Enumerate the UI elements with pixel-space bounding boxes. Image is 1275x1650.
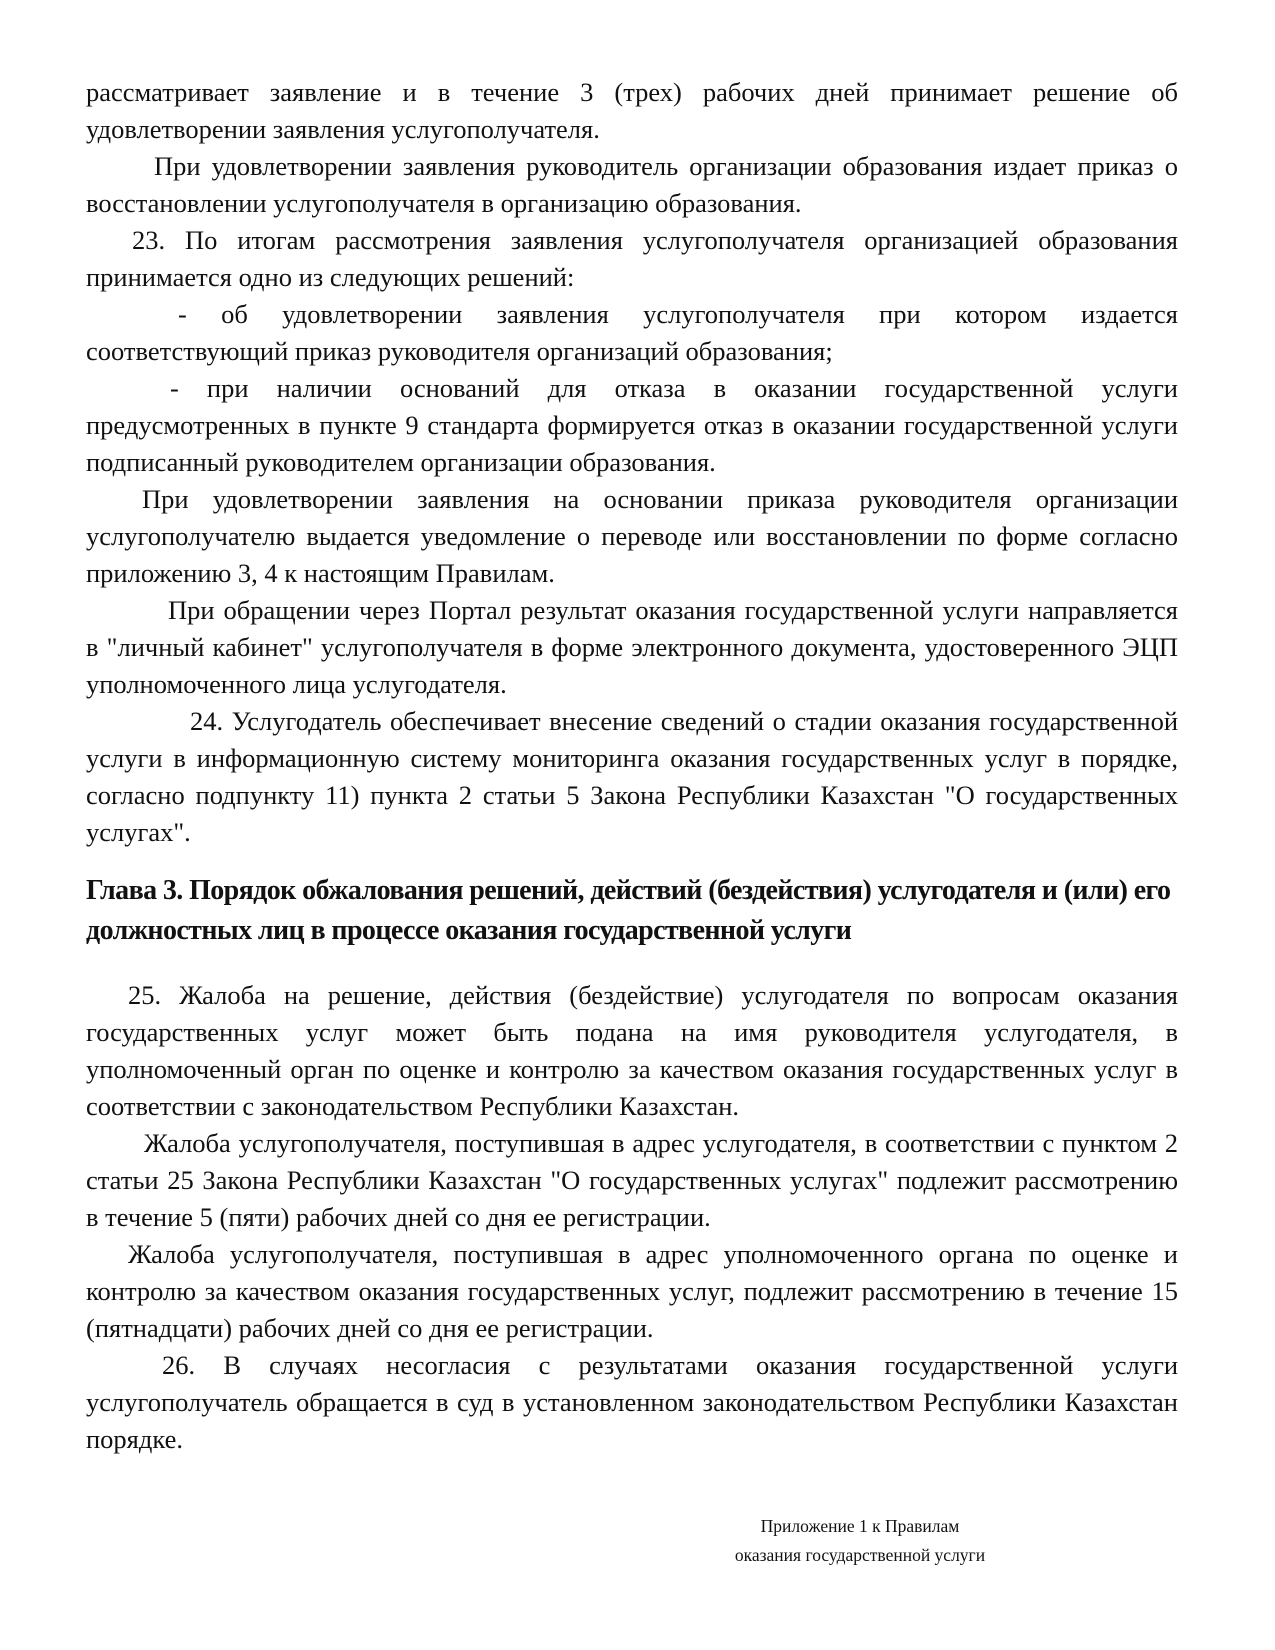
document-page xyxy=(86,74,1178,1458)
bottom-paragraphs xyxy=(86,977,1178,1458)
paragraph: При обращении через Портал результат оказания государственной услуги направляется в "личный кабинет" услугополучателя в форме электронного документа, удостоверенного ЭЦП уполномоченного лица услугодателя. xyxy=(86,595,1178,699)
paragraph: - об удовлетворении заявления услугополучателя при котором издается соответствующий приказ руководителя организаций образования; xyxy=(86,299,1178,366)
chapter-heading: Глава 3. Порядок обжалования решений, действий (бездействия) услугодателя и (или) его должностных лиц в процессе оказания государственной услуги xyxy=(86,875,1171,946)
appendix-note xyxy=(700,1512,1020,1570)
paragraph: рассматривает заявление и в течение 3 (трех) рабочих дней принимает решение об удовлетворении заявления услугополучателя. xyxy=(86,77,1178,144)
appendix-line-2: оказания государственной услуги xyxy=(734,1545,986,1565)
paragraph: 24. Услугодатель обеспечивает внесение сведений о стадии оказания государственной услуги в информационную систему мониторинга оказания государственных услуг в порядке, согласно подпункту 11) пункта 2 статьи 5 Закона Республики Казахстан "О государственных услугах". xyxy=(86,706,1178,847)
paragraph: 23. По итогам рассмотрения заявления услугополучателя организацией образования принимается одно из следующих решений: xyxy=(86,225,1178,292)
paragraph: При удовлетворении заявления руководитель организации образования издает приказ о восстановлении услугополучателя в организацию образования. xyxy=(86,151,1178,218)
top-paragraphs xyxy=(86,74,1178,851)
paragraph: При удовлетворении заявления на основании приказа руководителя организации услугополучателю выдается уведомление о переводе или восстановлении по форме согласно приложению 3, 4 к настоящим Правилам. xyxy=(86,484,1178,588)
paragraph: 25. Жалоба на решение, действия (бездействие) услугодателя по вопросам оказания государственных услуг может быть подана на имя руководителя услугодателя, в уполномоченный орган по оценке и контролю за качеством оказания государственных услуг в соответствии с законодательством Республики Казахстан. xyxy=(86,980,1178,1121)
appendix-line-1: Приложение 1 к Правилам xyxy=(760,1516,960,1536)
paragraph: Жалоба услугополучателя, поступившая в адрес услугодателя, в соответствии с пунктом 2 статьи 25 Закона Республики Казахстан "О государственных услугах" подлежит рассмотрению в течение 5 (пяти) рабочих дней со дня ее регистрации. xyxy=(86,1128,1178,1232)
paragraph: - при наличии оснований для отказа в оказании государственной услуги предусмотренных в пункте 9 стандарта формируется отказ в оказании государственной услуги подписанный руководителем организации образования. xyxy=(86,373,1178,477)
paragraph: 26. В случаях несогласия с результатами оказания государственной услуги услугополучатель обращается в суд в установленном законодательством Республики Казахстан порядке. xyxy=(86,1350,1178,1454)
paragraph: Жалоба услугополучателя, поступившая в адрес уполномоченного органа по оценке и контролю за качеством оказания государственных услуг, подлежит рассмотрению в течение 15 (пятнадцати) рабочих дней со дня ее регистрации. xyxy=(86,1239,1178,1343)
